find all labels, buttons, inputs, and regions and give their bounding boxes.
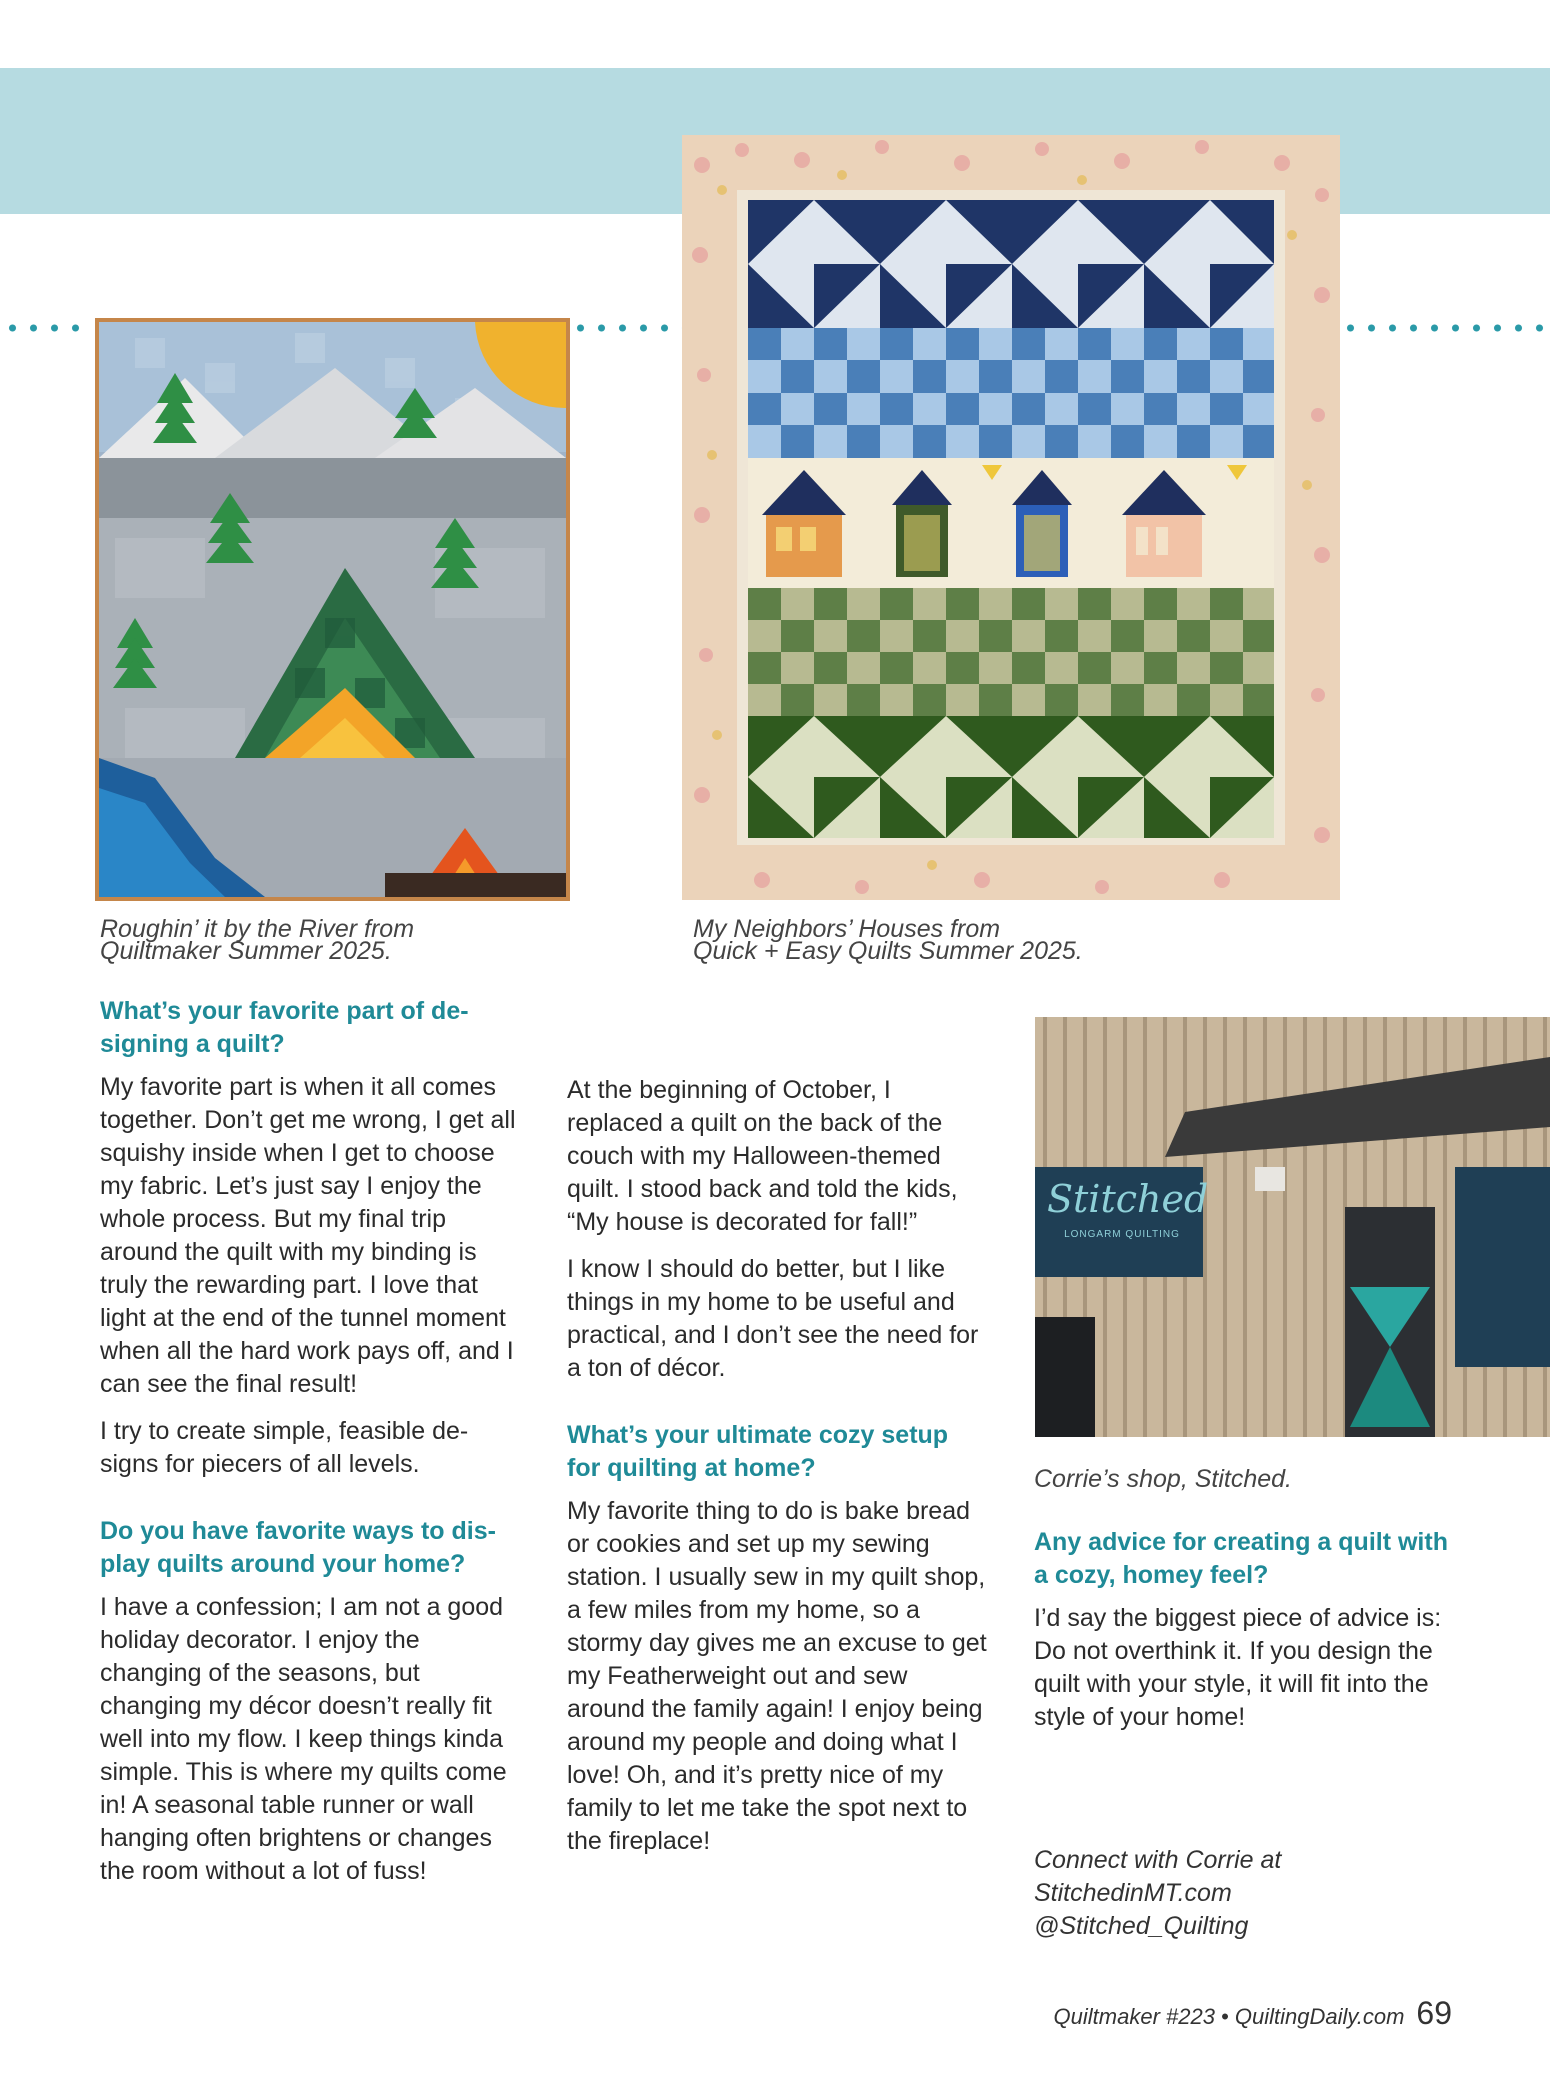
social-handle-link[interactable]: @Stitched_Quilting bbox=[1034, 1912, 1249, 1940]
right-quilt-photo bbox=[682, 135, 1340, 900]
question-heading: What’s your favorite part of de-signing a quilt? bbox=[100, 997, 469, 1058]
answer-paragraph: I know I should do better, but I like things in my home to be useful and practical, and I don’t see the need for a ton of décor. bbox=[567, 1255, 979, 1382]
shop-photo-icon bbox=[1035, 1017, 1550, 1437]
question-heading: What’s your ultimate cozy setup for quilting at home? bbox=[567, 1421, 949, 1482]
caption-line: Roughin’ it by the River from bbox=[100, 915, 415, 943]
question-heading: Any advice for creating a quilt with a cozy, homey feel? bbox=[1034, 1528, 1448, 1589]
shop-sign-subtext: LONGARM QUILTING bbox=[1064, 1229, 1180, 1240]
connect-text: Connect with Corrie at bbox=[1034, 1846, 1282, 1874]
connect-block bbox=[1034, 1844, 1281, 1943]
page-footer bbox=[1054, 1995, 1452, 2032]
answer-paragraph: I’d say the biggest piece of advice is: Do not overthink it. If you design the quilt with your style, it will fit into the style of your home! bbox=[1034, 1604, 1442, 1731]
website-link[interactable]: StitchedinMT.com bbox=[1034, 1879, 1232, 1907]
caption-line: My Neighbors’ Houses from bbox=[693, 915, 1001, 943]
footer-text: Quiltmaker #223 • QuiltingDaily.com bbox=[1053, 2004, 1405, 2029]
left-quilt-photo bbox=[95, 318, 570, 901]
shop-sign-text: Stitched bbox=[1047, 1177, 1209, 1221]
dotted-rule-right bbox=[1340, 324, 1550, 332]
shop-photo bbox=[1035, 1017, 1550, 1437]
right-photo-caption bbox=[693, 915, 1083, 965]
left-photo-caption bbox=[100, 915, 415, 965]
answer-paragraph: At the beginning of October, I replaced a quilt on the back of the couch with my Halloween-themed quilt. I stood back and told the kids, “My house is decorated for fall!” bbox=[567, 1076, 958, 1236]
answer-paragraph: My favorite part is when it all comes together. Don’t get me wrong, I get all squishy inside when I get to choose my fabric. Let’s just say I enjoy the whole process. But my final trip around the quilt with my binding is truly the rewarding part. I love that light at the end of the tunnel moment when all the hard work pays off, and I can see the final result! bbox=[100, 1073, 516, 1398]
column-2 bbox=[567, 1074, 987, 1872]
quilt-photo-icon bbox=[95, 318, 570, 901]
dotted-rule-middle bbox=[570, 324, 682, 332]
column-1 bbox=[100, 995, 525, 1902]
answer-paragraph: I have a confession; I am not a good holiday decorator. I enjoy the changing of the seasons, but changing my décor doesn’t really fit well into my flow. I keep things kinda simple. This is where my quilts come in! A seasonal table runner or wall hanging often brightens or changes the room without a lot of fuss! bbox=[100, 1593, 507, 1885]
answer-paragraph: My favorite thing to do is bake bread or cookies and set up my sewing station. I usually sew in my quilt shop, a few miles from my home, so a stormy day gives me an excuse to get my Featherweight out and sew around the family again! I enjoy being around my people and doing what I love! Oh, and it’s pretty nice of my family to let me take the spot next to the fireplace! bbox=[567, 1497, 987, 1855]
caption-line: Quiltmaker Summer 2025. bbox=[100, 937, 392, 965]
page-number: 69 bbox=[1416, 1995, 1452, 2031]
dotted-rule-left bbox=[2, 324, 86, 332]
column-3 bbox=[1034, 1526, 1464, 1748]
shop-photo-caption: Corrie’s shop, Stitched. bbox=[1034, 1465, 1292, 1493]
question-heading: Do you have favorite ways to dis-play quilts around your home? bbox=[100, 1517, 496, 1578]
caption-line: Quick + Easy Quilts Summer 2025. bbox=[693, 937, 1083, 965]
quilt-photo-icon bbox=[682, 135, 1340, 900]
answer-paragraph: I try to create simple, feasible de-signs for piecers of all levels. bbox=[100, 1417, 469, 1478]
